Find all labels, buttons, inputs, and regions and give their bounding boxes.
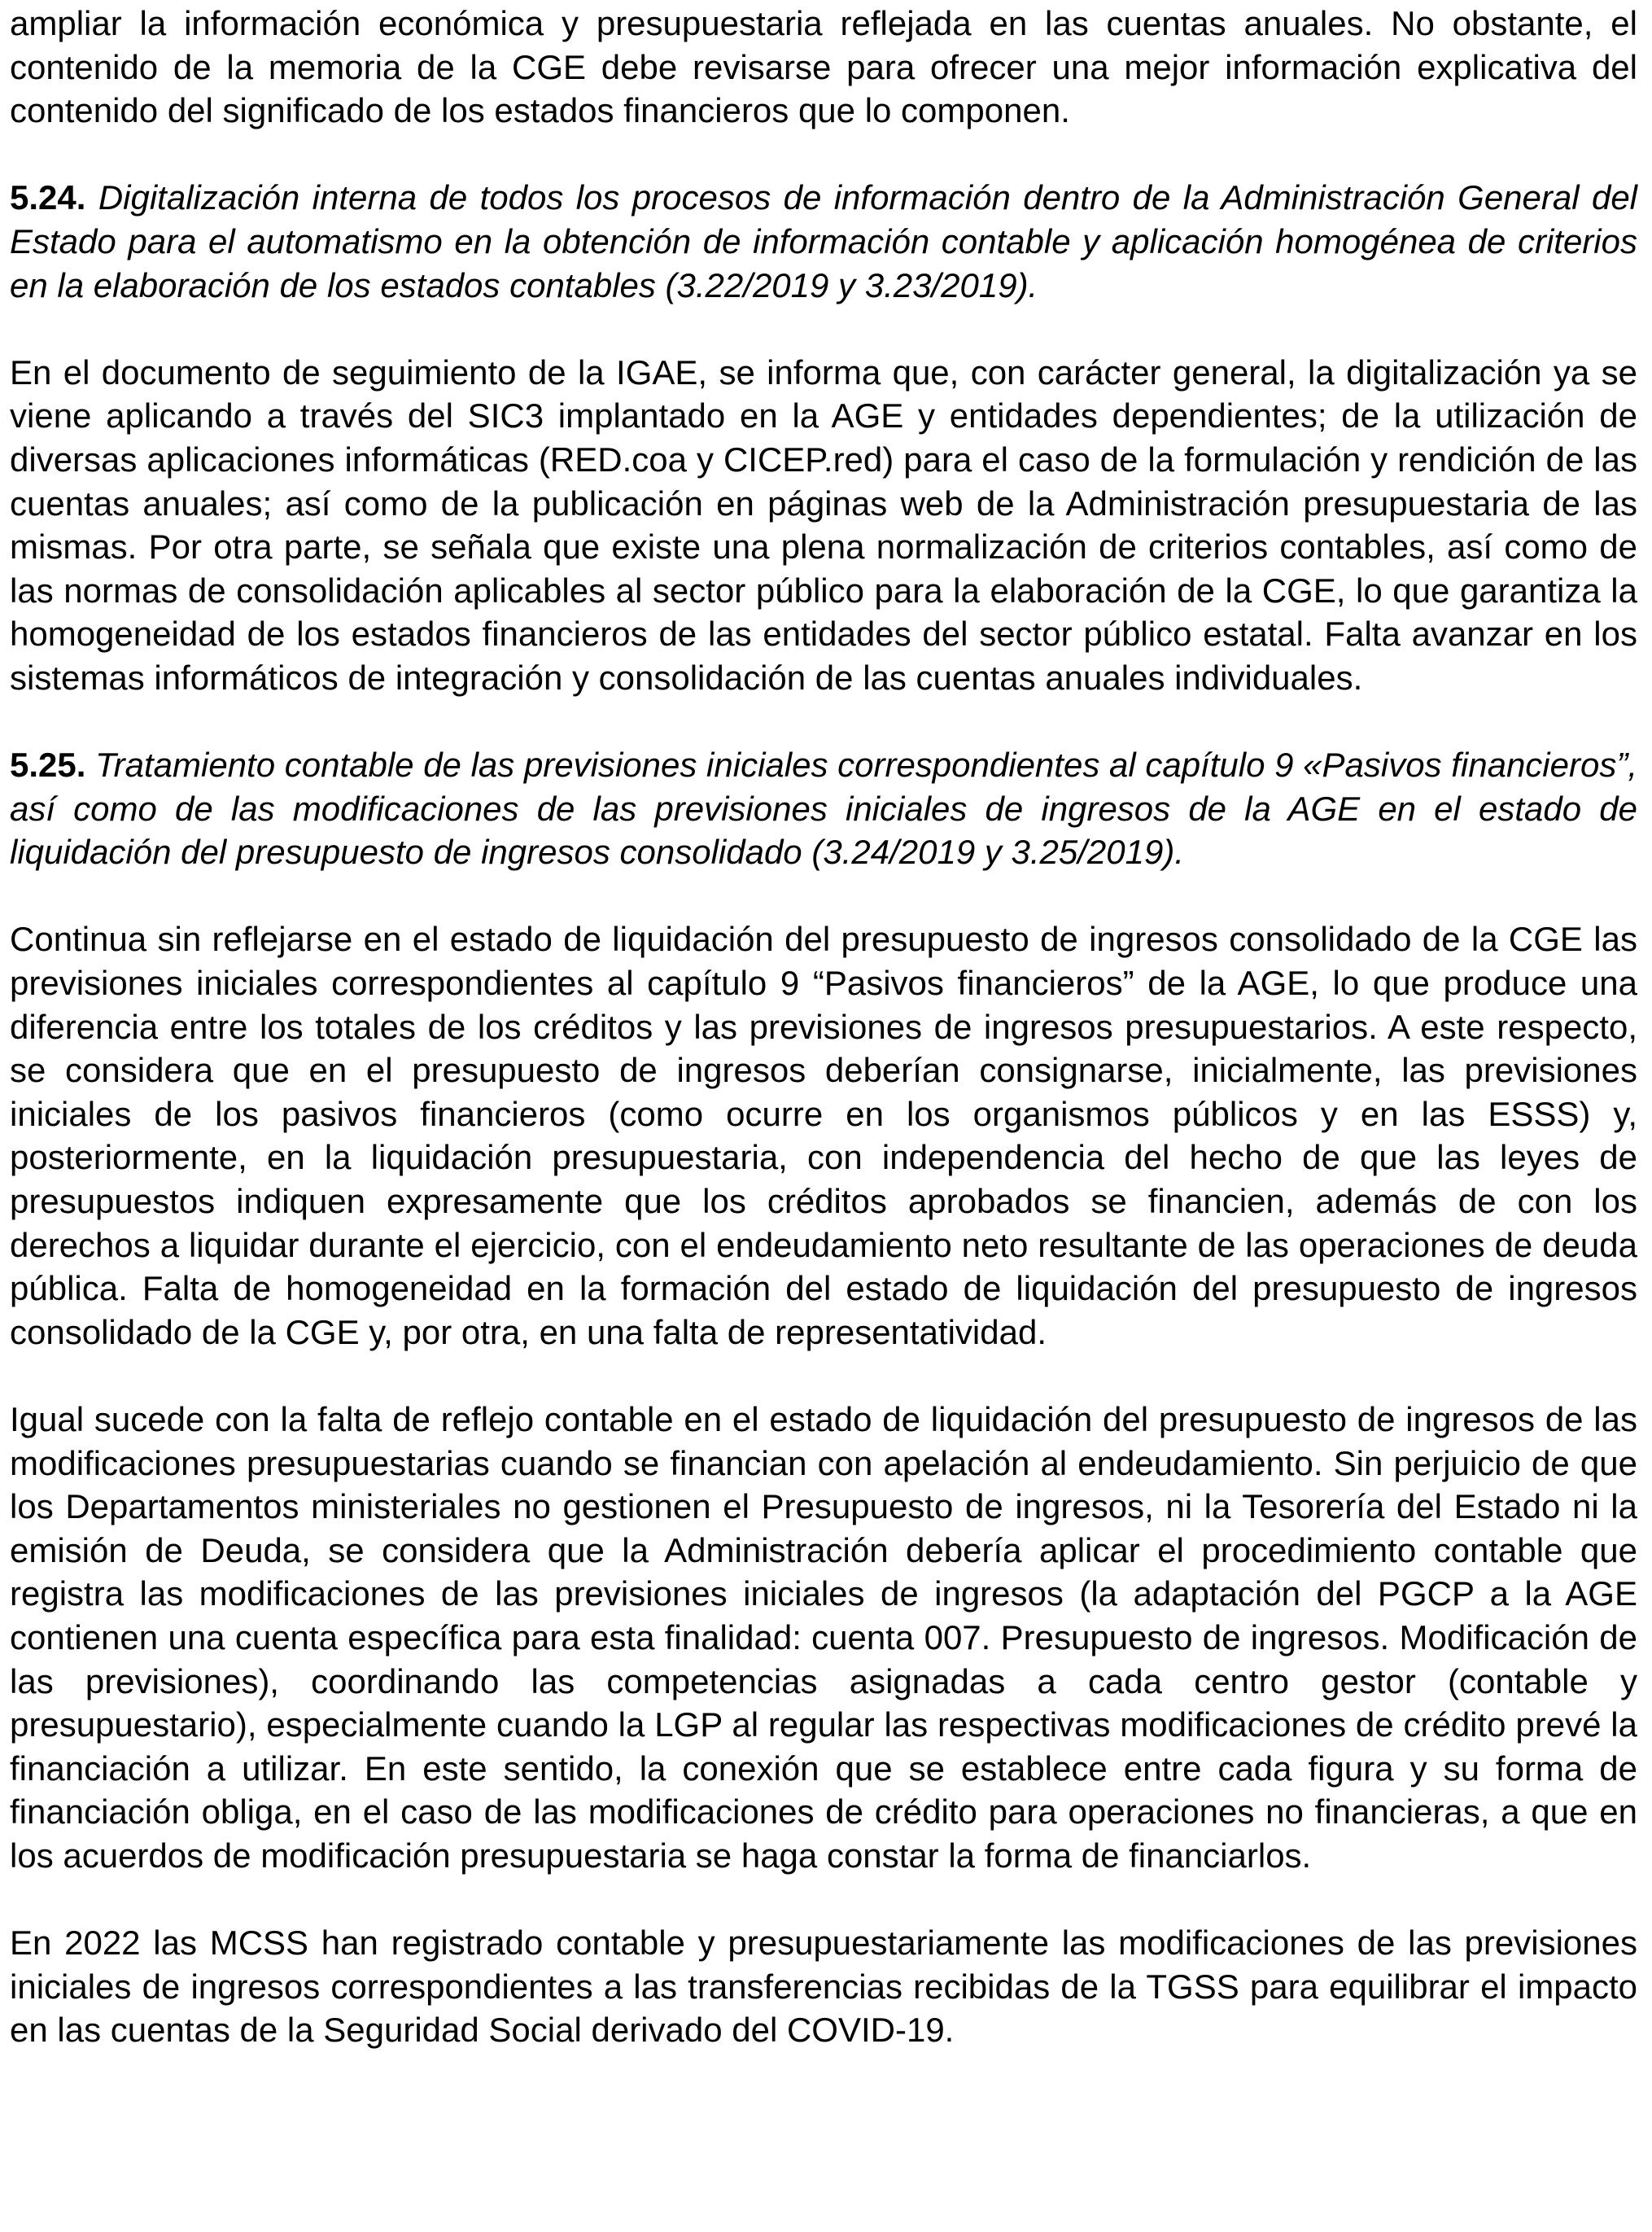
section-heading-5-24 <box>10 176 1637 307</box>
section-title: Digitalización interna de todos los procesos de información dentro de la Administración General del Estado para el automatismo en la obtención de información contable y aplicación homogénea de criterios en la elaboración de los estados contables (3.22/2019 y 3.23/2019). <box>10 178 1638 304</box>
paragraph-igae-followup: En el documento de seguimiento de la IGAE, se informa que, con carácter general, la digitalización ya se viene aplicando a través del SIC3 implantado en la AGE y entidades dependientes; de la utilización de diversas aplicaciones informáticas (RED.coa y CICEP.red) para el caso de la formulación y rendición de las cuentas anuales; así como de la publicación en páginas web de la Administración presupuestaria de las mismas. Por otra parte, se señala que existe una plena normalización de criterios contables, así como de las normas de consolidación aplicables al sector público para la elaboración de la CGE, lo que garantiza la homogeneidad de los estados financieros de las entidades del sector público estatal. Falta avanzar en los sistemas informáticos de integración y consolidación de las cuentas anuales individuales. <box>10 352 1637 697</box>
section-number: 5.25. <box>10 746 86 785</box>
section-title: Tratamiento contable de las previsiones iniciales correspondientes al capítulo 9 «Pasivos financieros”, así como de las modificaciones de las previsiones iniciales de ingresos de la AGE en el estado de liquidación del presupuesto de ingresos consolidado (3.24/2019 y 3.25/2019). <box>10 746 1637 872</box>
paragraph-continua: Continua sin reflejarse en el estado de liquidación del presupuesto de ingresos consolidado de la CGE las previsiones iniciales correspondientes al capítulo 9 “Pasivos financieros” de la AGE, lo que produce una diferencia entre los totales de los créditos y las previsiones de ingresos presupuestarios. A este respecto, se considera que en el presupuesto de ingresos deberían consignarse, inicialmente, las previsiones iniciales de los pasivos financieros (como ocurre en los organismos públicos y en las ESSS) y, posteriormente, en la liquidación presupuestaria, con independencia del hecho de que las leyes de presupuestos indiquen expresamente que los créditos aprobados se financien, además de con los derechos a liquidar durante el ejercicio, con el endeudamiento neto resultante de las operaciones de deuda pública. Falta de homogeneidad en la formación del estado de liquidación del presupuesto de ingresos consolidado de la CGE y, por otra, en una falta de representatividad. <box>10 920 1637 1351</box>
paragraph-igual-sucede: Igual sucede con la falta de reflejo contable en el estado de liquidación del presupuesto de ingresos de las modificaciones presupuestarias cuando se financian con apelación al endeudamiento. Sin perjuicio de que los Departamentos ministeriales no gestionen el Presupuesto de ingresos, ni la Tesorería del Estado ni la emisión de Deuda, se considera que la Administración debería aplicar el procedimiento contable que registra las modificaciones de las previsiones iniciales de ingresos (la adaptación del PGCP a la AGE contienen una cuenta específica para esta finalidad: cuenta 007. Presupuesto de ingresos. Modificación de las previsiones), coordinando las competencias asignadas a cada centro gestor (contable y presupuestario), especialmente cuando la LGP al regular las respectivas modificaciones de crédito prevé la financiación a utilizar. En este sentido, la conexión que se establece entre cada figura y su forma de financiación obliga, en el caso de las modificaciones de crédito para operaciones no financieras, a que en los acuerdos de modificación presupuestaria se haga constar la forma de financiarlos. <box>10 1400 1637 1875</box>
paragraph-intro: ampliar la información económica y presupuestaria reflejada en las cuentas anuales. No obstante, el contenido de la memoria de la CGE debe revisarse para ofrecer una mejor información explicativa del contenido del significado de los estados financieros que lo componen. <box>10 4 1637 130</box>
section-number: 5.24. <box>10 178 86 217</box>
section-heading-5-25 <box>10 743 1637 874</box>
paragraph-2022-mcss: En 2022 las MCSS han registrado contable y presupuestariamente las modificaciones de las previsiones iniciales de ingresos correspondientes a las transferencias recibidas de la TGSS para equilibrar el impacto en las cuentas de la Seguridad Social derivado del COVID-19. <box>10 1923 1637 2050</box>
document-page <box>10 2 1637 2096</box>
